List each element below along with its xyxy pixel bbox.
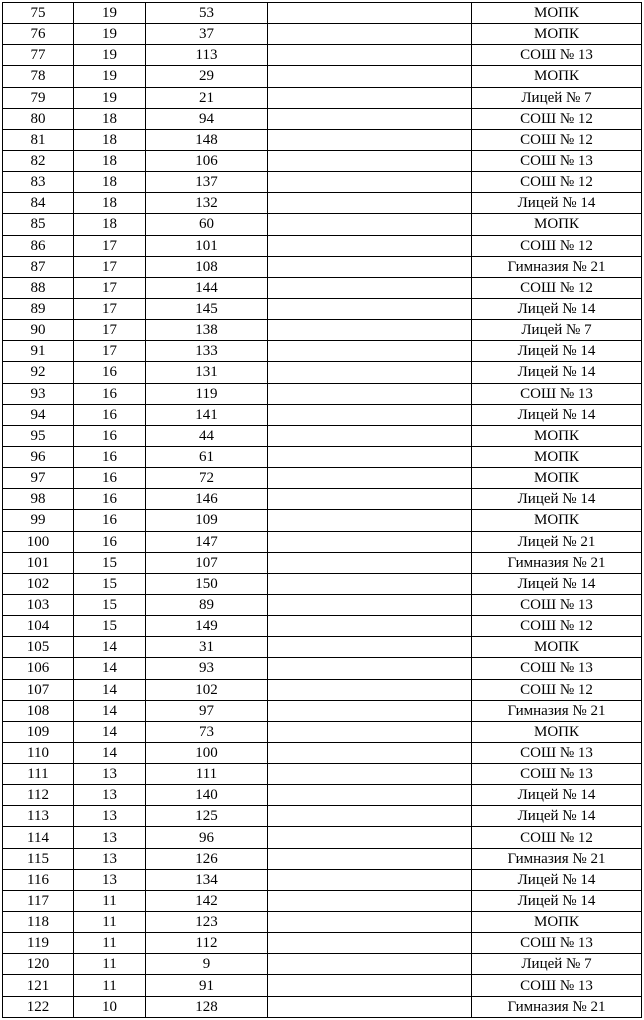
place-cell: 78: [3, 66, 74, 87]
place-cell: 105: [3, 637, 74, 658]
place-cell: 80: [3, 108, 74, 129]
score-cell: 17: [74, 256, 146, 277]
table-row: [3, 24, 642, 45]
score-cell: 18: [74, 108, 146, 129]
name-cell: [268, 3, 472, 24]
participant-code-cell: 119: [146, 383, 268, 404]
place-cell: 115: [3, 848, 74, 869]
place-cell: 75: [3, 3, 74, 24]
score-cell: 19: [74, 87, 146, 108]
participant-code-cell: 100: [146, 742, 268, 763]
score-cell: 16: [74, 446, 146, 467]
table-row: [3, 193, 642, 214]
place-cell: 81: [3, 129, 74, 150]
school-cell: Лицей № 14: [472, 806, 642, 827]
score-cell: 15: [74, 594, 146, 615]
participant-code-cell: 138: [146, 320, 268, 341]
school-cell: Лицей № 7: [472, 87, 642, 108]
place-cell: 112: [3, 785, 74, 806]
name-cell: [268, 172, 472, 193]
name-cell: [268, 912, 472, 933]
participant-code-cell: 145: [146, 298, 268, 319]
name-cell: [268, 150, 472, 171]
table-row: [3, 742, 642, 763]
score-cell: 11: [74, 912, 146, 933]
school-cell: Лицей № 14: [472, 193, 642, 214]
school-cell: Гимназия № 21: [472, 256, 642, 277]
school-cell: СОШ № 13: [472, 933, 642, 954]
place-cell: 116: [3, 869, 74, 890]
table-row: [3, 3, 642, 24]
place-cell: 77: [3, 45, 74, 66]
score-cell: 14: [74, 637, 146, 658]
name-cell: [268, 24, 472, 45]
score-cell: 16: [74, 383, 146, 404]
score-cell: 11: [74, 975, 146, 996]
participant-code-cell: 149: [146, 616, 268, 637]
participant-code-cell: 132: [146, 193, 268, 214]
school-cell: Лицей № 7: [472, 954, 642, 975]
name-cell: [268, 658, 472, 679]
score-cell: 16: [74, 531, 146, 552]
table-row: [3, 277, 642, 298]
school-cell: СОШ № 13: [472, 383, 642, 404]
school-cell: МОПК: [472, 425, 642, 446]
table-row: [3, 129, 642, 150]
score-cell: 19: [74, 3, 146, 24]
place-cell: 118: [3, 912, 74, 933]
school-cell: Лицей № 14: [472, 489, 642, 510]
table-row: [3, 531, 642, 552]
name-cell: [268, 827, 472, 848]
table-row: [3, 616, 642, 637]
table-row: [3, 785, 642, 806]
participant-code-cell: 9: [146, 954, 268, 975]
table-row: [3, 700, 642, 721]
score-cell: 11: [74, 933, 146, 954]
place-cell: 104: [3, 616, 74, 637]
table-row: [3, 806, 642, 827]
table-row: [3, 425, 642, 446]
name-cell: [268, 996, 472, 1017]
name-cell: [268, 66, 472, 87]
name-cell: [268, 341, 472, 362]
name-cell: [268, 129, 472, 150]
school-cell: Лицей № 14: [472, 573, 642, 594]
table-row: [3, 764, 642, 785]
place-cell: 117: [3, 890, 74, 911]
name-cell: [268, 975, 472, 996]
score-cell: 18: [74, 150, 146, 171]
score-cell: 16: [74, 489, 146, 510]
participant-code-cell: 91: [146, 975, 268, 996]
table-row: [3, 658, 642, 679]
place-cell: 76: [3, 24, 74, 45]
school-cell: СОШ № 12: [472, 129, 642, 150]
school-cell: МОПК: [472, 24, 642, 45]
name-cell: [268, 468, 472, 489]
participant-code-cell: 101: [146, 235, 268, 256]
score-cell: 15: [74, 552, 146, 573]
table-row: [3, 827, 642, 848]
name-cell: [268, 256, 472, 277]
place-cell: 96: [3, 446, 74, 467]
school-cell: СОШ № 13: [472, 594, 642, 615]
place-cell: 93: [3, 383, 74, 404]
name-cell: [268, 87, 472, 108]
school-cell: Лицей № 14: [472, 890, 642, 911]
score-cell: 18: [74, 172, 146, 193]
name-cell: [268, 320, 472, 341]
school-cell: Лицей № 14: [472, 298, 642, 319]
place-cell: 121: [3, 975, 74, 996]
table-row: [3, 87, 642, 108]
score-cell: 10: [74, 996, 146, 1017]
score-cell: 17: [74, 277, 146, 298]
place-cell: 106: [3, 658, 74, 679]
table-row: [3, 66, 642, 87]
participant-code-cell: 31: [146, 637, 268, 658]
table-row: [3, 214, 642, 235]
participant-code-cell: 44: [146, 425, 268, 446]
participant-code-cell: 142: [146, 890, 268, 911]
name-cell: [268, 742, 472, 763]
place-cell: 103: [3, 594, 74, 615]
table-row: [3, 320, 642, 341]
school-cell: Лицей № 14: [472, 362, 642, 383]
table-row: [3, 996, 642, 1017]
table-row: [3, 573, 642, 594]
place-cell: 92: [3, 362, 74, 383]
place-cell: 91: [3, 341, 74, 362]
participant-code-cell: 94: [146, 108, 268, 129]
score-cell: 14: [74, 658, 146, 679]
school-cell: СОШ № 12: [472, 108, 642, 129]
results-table-body: [3, 3, 642, 1018]
place-cell: 94: [3, 404, 74, 425]
results-table: [2, 2, 642, 1018]
score-cell: 16: [74, 362, 146, 383]
school-cell: Гимназия № 21: [472, 996, 642, 1017]
school-cell: СОШ № 13: [472, 764, 642, 785]
participant-code-cell: 29: [146, 66, 268, 87]
place-cell: 120: [3, 954, 74, 975]
score-cell: 16: [74, 425, 146, 446]
name-cell: [268, 785, 472, 806]
score-cell: 13: [74, 806, 146, 827]
participant-code-cell: 102: [146, 679, 268, 700]
score-cell: 13: [74, 869, 146, 890]
place-cell: 83: [3, 172, 74, 193]
name-cell: [268, 637, 472, 658]
school-cell: СОШ № 12: [472, 827, 642, 848]
table-row: [3, 637, 642, 658]
name-cell: [268, 510, 472, 531]
participant-code-cell: 108: [146, 256, 268, 277]
school-cell: Лицей № 14: [472, 404, 642, 425]
score-cell: 14: [74, 679, 146, 700]
table-row: [3, 172, 642, 193]
score-cell: 11: [74, 954, 146, 975]
school-cell: СОШ № 13: [472, 45, 642, 66]
school-cell: СОШ № 13: [472, 975, 642, 996]
school-cell: МОПК: [472, 912, 642, 933]
name-cell: [268, 552, 472, 573]
name-cell: [268, 277, 472, 298]
school-cell: СОШ № 13: [472, 742, 642, 763]
participant-code-cell: 37: [146, 24, 268, 45]
table-row: [3, 890, 642, 911]
table-row: [3, 954, 642, 975]
place-cell: 89: [3, 298, 74, 319]
participant-code-cell: 97: [146, 700, 268, 721]
table-row: [3, 446, 642, 467]
place-cell: 101: [3, 552, 74, 573]
table-row: [3, 150, 642, 171]
school-cell: Лицей № 14: [472, 341, 642, 362]
name-cell: [268, 848, 472, 869]
school-cell: СОШ № 13: [472, 658, 642, 679]
score-cell: 19: [74, 45, 146, 66]
participant-code-cell: 21: [146, 87, 268, 108]
school-cell: СОШ № 12: [472, 679, 642, 700]
table-row: [3, 341, 642, 362]
name-cell: [268, 193, 472, 214]
place-cell: 87: [3, 256, 74, 277]
school-cell: СОШ № 12: [472, 616, 642, 637]
participant-code-cell: 131: [146, 362, 268, 383]
name-cell: [268, 45, 472, 66]
school-cell: Гимназия № 21: [472, 700, 642, 721]
school-cell: МОПК: [472, 510, 642, 531]
score-cell: 17: [74, 298, 146, 319]
score-cell: 13: [74, 848, 146, 869]
place-cell: 114: [3, 827, 74, 848]
name-cell: [268, 700, 472, 721]
school-cell: СОШ № 12: [472, 277, 642, 298]
score-cell: 13: [74, 764, 146, 785]
participant-code-cell: 147: [146, 531, 268, 552]
participant-code-cell: 128: [146, 996, 268, 1017]
table-row: [3, 383, 642, 404]
participant-code-cell: 112: [146, 933, 268, 954]
score-cell: 13: [74, 785, 146, 806]
place-cell: 122: [3, 996, 74, 1017]
name-cell: [268, 108, 472, 129]
score-cell: 19: [74, 66, 146, 87]
score-cell: 16: [74, 404, 146, 425]
participant-code-cell: 123: [146, 912, 268, 933]
score-cell: 16: [74, 468, 146, 489]
score-cell: 15: [74, 573, 146, 594]
place-cell: 79: [3, 87, 74, 108]
score-cell: 11: [74, 890, 146, 911]
school-cell: СОШ № 12: [472, 235, 642, 256]
score-cell: 17: [74, 235, 146, 256]
name-cell: [268, 806, 472, 827]
score-cell: 14: [74, 721, 146, 742]
school-cell: МОПК: [472, 637, 642, 658]
name-cell: [268, 679, 472, 700]
participant-code-cell: 134: [146, 869, 268, 890]
name-cell: [268, 869, 472, 890]
school-cell: Лицей № 21: [472, 531, 642, 552]
school-cell: Лицей № 7: [472, 320, 642, 341]
participant-code-cell: 144: [146, 277, 268, 298]
name-cell: [268, 531, 472, 552]
school-cell: МОПК: [472, 446, 642, 467]
participant-code-cell: 89: [146, 594, 268, 615]
place-cell: 108: [3, 700, 74, 721]
participant-code-cell: 111: [146, 764, 268, 785]
school-cell: МОПК: [472, 468, 642, 489]
name-cell: [268, 425, 472, 446]
participant-code-cell: 106: [146, 150, 268, 171]
table-row: [3, 679, 642, 700]
name-cell: [268, 235, 472, 256]
table-row: [3, 912, 642, 933]
place-cell: 100: [3, 531, 74, 552]
score-cell: 17: [74, 320, 146, 341]
name-cell: [268, 446, 472, 467]
name-cell: [268, 214, 472, 235]
table-row: [3, 510, 642, 531]
table-row: [3, 468, 642, 489]
score-cell: 18: [74, 214, 146, 235]
place-cell: 113: [3, 806, 74, 827]
school-cell: МОПК: [472, 214, 642, 235]
place-cell: 119: [3, 933, 74, 954]
table-row: [3, 45, 642, 66]
table-row: [3, 489, 642, 510]
name-cell: [268, 362, 472, 383]
score-cell: 18: [74, 193, 146, 214]
name-cell: [268, 721, 472, 742]
participant-code-cell: 96: [146, 827, 268, 848]
place-cell: 110: [3, 742, 74, 763]
name-cell: [268, 890, 472, 911]
place-cell: 99: [3, 510, 74, 531]
place-cell: 85: [3, 214, 74, 235]
participant-code-cell: 137: [146, 172, 268, 193]
participant-code-cell: 109: [146, 510, 268, 531]
place-cell: 98: [3, 489, 74, 510]
table-row: [3, 235, 642, 256]
table-row: [3, 594, 642, 615]
school-cell: СОШ № 13: [472, 150, 642, 171]
table-row: [3, 108, 642, 129]
participant-code-cell: 53: [146, 3, 268, 24]
participant-code-cell: 148: [146, 129, 268, 150]
participant-code-cell: 133: [146, 341, 268, 362]
score-cell: 17: [74, 341, 146, 362]
school-cell: Гимназия № 21: [472, 848, 642, 869]
place-cell: 84: [3, 193, 74, 214]
table-row: [3, 552, 642, 573]
place-cell: 109: [3, 721, 74, 742]
table-row: [3, 848, 642, 869]
participant-code-cell: 107: [146, 552, 268, 573]
place-cell: 86: [3, 235, 74, 256]
participant-code-cell: 150: [146, 573, 268, 594]
table-row: [3, 721, 642, 742]
participant-code-cell: 73: [146, 721, 268, 742]
place-cell: 102: [3, 573, 74, 594]
score-cell: 18: [74, 129, 146, 150]
table-row: [3, 975, 642, 996]
table-row: [3, 404, 642, 425]
participant-code-cell: 72: [146, 468, 268, 489]
place-cell: 82: [3, 150, 74, 171]
participant-code-cell: 93: [146, 658, 268, 679]
name-cell: [268, 594, 472, 615]
name-cell: [268, 298, 472, 319]
participant-code-cell: 146: [146, 489, 268, 510]
score-cell: 15: [74, 616, 146, 637]
participant-code-cell: 141: [146, 404, 268, 425]
place-cell: 111: [3, 764, 74, 785]
participant-code-cell: 126: [146, 848, 268, 869]
name-cell: [268, 954, 472, 975]
participant-code-cell: 113: [146, 45, 268, 66]
score-cell: 16: [74, 510, 146, 531]
place-cell: 90: [3, 320, 74, 341]
participant-code-cell: 140: [146, 785, 268, 806]
table-row: [3, 362, 642, 383]
participant-code-cell: 125: [146, 806, 268, 827]
table-row: [3, 933, 642, 954]
school-cell: Лицей № 14: [472, 869, 642, 890]
table-row: [3, 298, 642, 319]
table-row: [3, 869, 642, 890]
score-cell: 14: [74, 700, 146, 721]
participant-code-cell: 61: [146, 446, 268, 467]
place-cell: 88: [3, 277, 74, 298]
name-cell: [268, 404, 472, 425]
score-cell: 13: [74, 827, 146, 848]
name-cell: [268, 573, 472, 594]
name-cell: [268, 489, 472, 510]
score-cell: 14: [74, 742, 146, 763]
table-row: [3, 256, 642, 277]
school-cell: МОПК: [472, 3, 642, 24]
school-cell: СОШ № 12: [472, 172, 642, 193]
school-cell: Лицей № 14: [472, 785, 642, 806]
place-cell: 107: [3, 679, 74, 700]
place-cell: 97: [3, 468, 74, 489]
school-cell: Гимназия № 21: [472, 552, 642, 573]
name-cell: [268, 616, 472, 637]
participant-code-cell: 60: [146, 214, 268, 235]
name-cell: [268, 933, 472, 954]
score-cell: 19: [74, 24, 146, 45]
place-cell: 95: [3, 425, 74, 446]
school-cell: МОПК: [472, 721, 642, 742]
name-cell: [268, 383, 472, 404]
school-cell: МОПК: [472, 66, 642, 87]
name-cell: [268, 764, 472, 785]
